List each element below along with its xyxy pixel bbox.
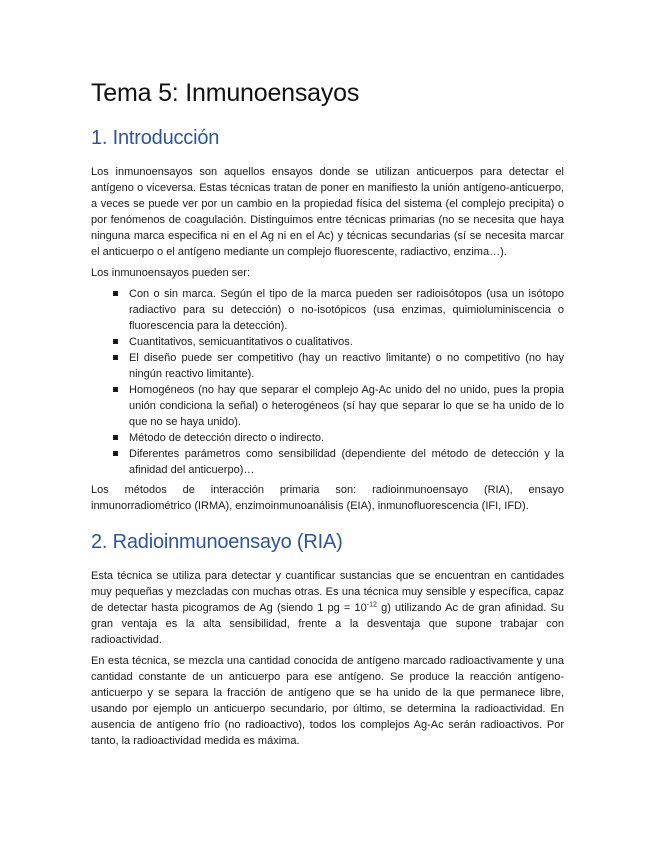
list-item-text: Diferentes parámetros como sensibilidad (dependiente del método de detección y la afinidad del anticuerpo)… — [129, 448, 564, 476]
ria-paragraph-2: En esta técnica, se mezcla una cantidad conocida de antígeno marcado radioactivamente y una cantidad constante de un anticuerpo para ese antígeno. Se produce la reacción antígeno-anticuerpo y se separa la fracción de antígeno que se ha unido de la que permanece libre, usando por ejemplo un anticuerpo secundario, por último, se determina la radioactividad. En ausencia de antígeno frío (no radioactivo), todos los complejos Ag-Ac serán radioactivos. Por tanto, la radioactividad medida es máxima. — [91, 655, 564, 747]
bullet-icon — [113, 291, 118, 296]
list-item — [129, 430, 564, 446]
list-item — [129, 334, 564, 350]
bullet-icon — [113, 387, 118, 392]
bullet-icon — [113, 451, 118, 456]
list-item — [129, 286, 564, 334]
list-item-text: Homogéneos (no hay que separar el complejo Ag-Ac unido del no unido, pues la propia unión condiciona la señal) o heterogéneos (sí hay que separar lo que se ha unido de lo que no se haya unido). — [129, 384, 564, 428]
ria-paragraph-1 — [91, 568, 564, 648]
list-item — [129, 382, 564, 430]
list-intro: Los inmunoensayos pueden ser: — [91, 267, 250, 279]
list-item-text: Método de detección directo o indirecto. — [129, 432, 325, 444]
ria-paragraph-1-part-a: Esta técnica se utiliza para detectar y cuantificar sustancias que se encuentran en cantidades muy pequeñas y mezcladas con muchas otras. Es una técnica muy sensible y específica, capaz de detectar hasta picogramos de Ag (siendo 1 pg = 10 — [91, 570, 564, 614]
section-heading-introduccion: 1. Introducción — [91, 127, 220, 149]
inmunoensayo-types-list — [91, 286, 564, 478]
bullet-icon — [113, 339, 118, 344]
bullet-icon — [113, 435, 118, 440]
list-item-text: El diseño puede ser competitivo (hay un reactivo limitante) o no competitivo (no hay ningún reactivo limitante). — [129, 352, 564, 380]
list-item — [129, 350, 564, 382]
list-item — [129, 446, 564, 478]
bullet-icon — [113, 355, 118, 360]
list-item-text: Cuantitativos, semicuantitativos o cualitativos. — [129, 336, 353, 348]
section-heading-ria: 2. Radioinmunoensayo (RIA) — [91, 531, 343, 553]
ria-paragraph-1-part-b: g) utilizando Ac de gran afinidad. Su gran ventaja es la alta sensibilidad, frente a la desventaja que supone trabajar con radioactividad. — [91, 602, 564, 646]
list-item-text: Con o sin marca. Según el tipo de la marca pueden ser radioisótopos (usa un isótopo radiactivo para su detección) o no-isotópicos (usa enzimas, quimioluminiscencia o fluorescencia para la detección). — [129, 288, 564, 332]
intro-paragraph: Los inmunoensayos son aquellos ensayos donde se utilizan anticuerpos para detectar el antígeno o viceversa. Estas técnicas tratan de poner en manifiesto la unión antígeno-anticuerpo, a veces se puede ver por un cambio en la propiedad física del sistema (el complejo precipita) o por fenómenos de coagulación. Distinguimos entre técnicas primarias (no se necesita que haya ninguna marca especifica ni en el Ag ni en el Ac) y técnicas secundarias (sí se necesita marcar el anticuerpo o el antígeno mediante un complejo fluorescente, radiactivo, enzima…). — [91, 166, 564, 258]
primary-methods-paragraph: Los métodos de interacción primaria son: radioinmunoensayo (RIA), ensayo inmunorradiométrico (IRMA), enzimoinmunoanálisis (EIA), inmunofluorescencia (IFI, IFD). — [91, 484, 564, 512]
page-title: Tema 5: Inmunoensayos — [91, 79, 360, 107]
exponent: -12 — [366, 601, 377, 609]
